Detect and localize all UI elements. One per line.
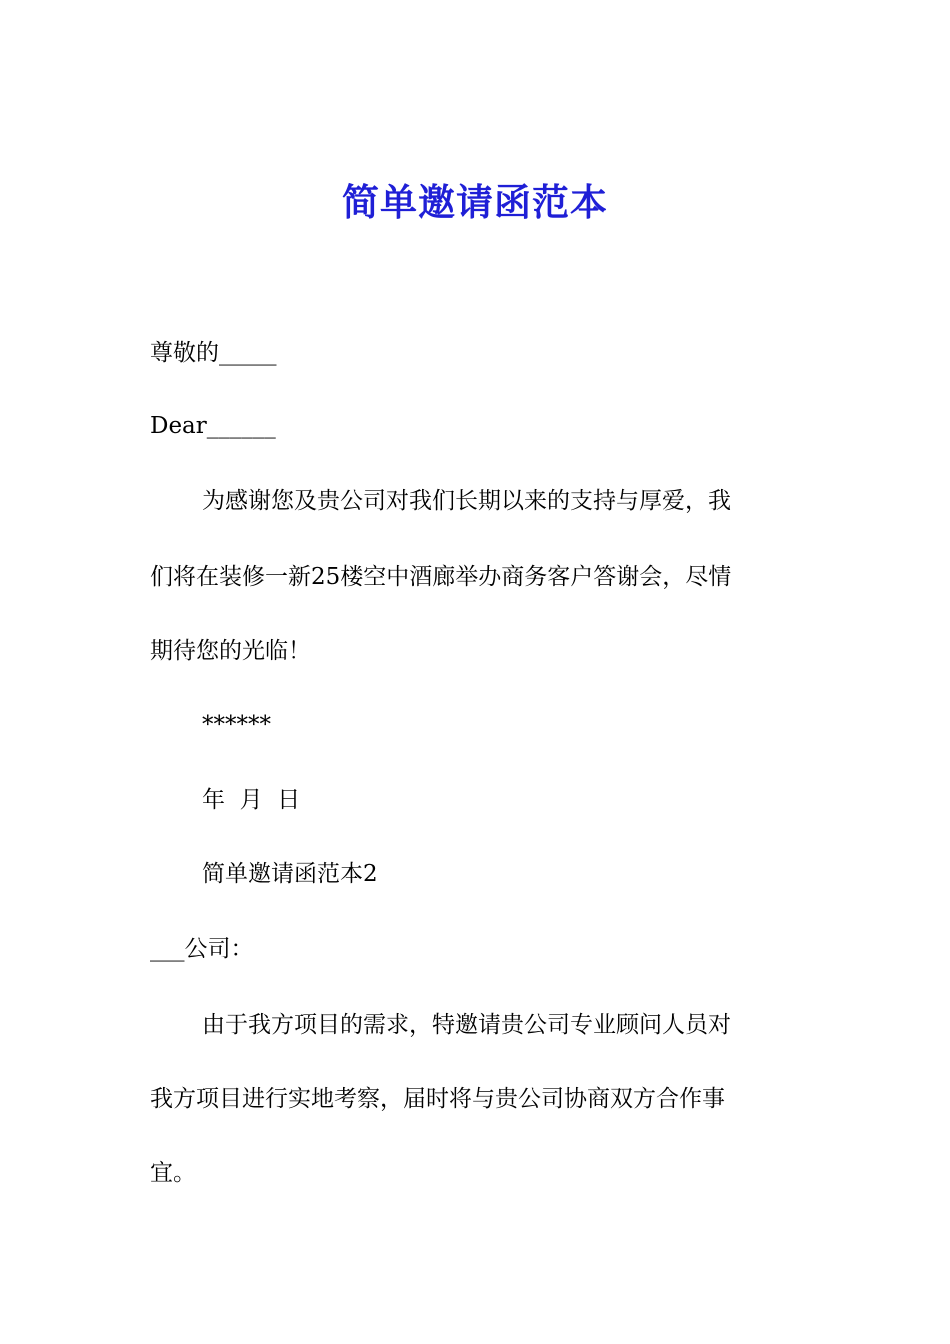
letter2-addressee: ___公司： bbox=[150, 936, 254, 962]
letter2-body-line-3: 宜。 bbox=[150, 1160, 196, 1186]
letter1-signature: ****** bbox=[202, 712, 271, 738]
letter2-body-line-1: 由于我方项目的需求，特邀请贵公司专业顾问人员对 bbox=[202, 1012, 731, 1038]
section2-heading: 简单邀请函范本2 bbox=[202, 861, 378, 887]
letter1-body-line-1: 为感谢您及贵公司对我们长期以来的支持与厚爱，我 bbox=[202, 488, 731, 514]
letter1-body-line-3: 期待您的光临！ bbox=[150, 638, 311, 664]
salutation-chinese: 尊敬的_____ bbox=[150, 340, 277, 366]
page-title: 简单邀请函范本 bbox=[342, 180, 608, 224]
letter1-body-line-2: 们将在装修一新25楼空中酒廊举办商务客户答谢会，尽情 bbox=[150, 564, 732, 590]
letter1-date: 年 月 日 bbox=[202, 787, 301, 813]
salutation-english: Dear______ bbox=[150, 413, 276, 439]
letter2-body-line-2: 我方项目进行实地考察，届时将与贵公司协商双方合作事 bbox=[150, 1086, 725, 1112]
